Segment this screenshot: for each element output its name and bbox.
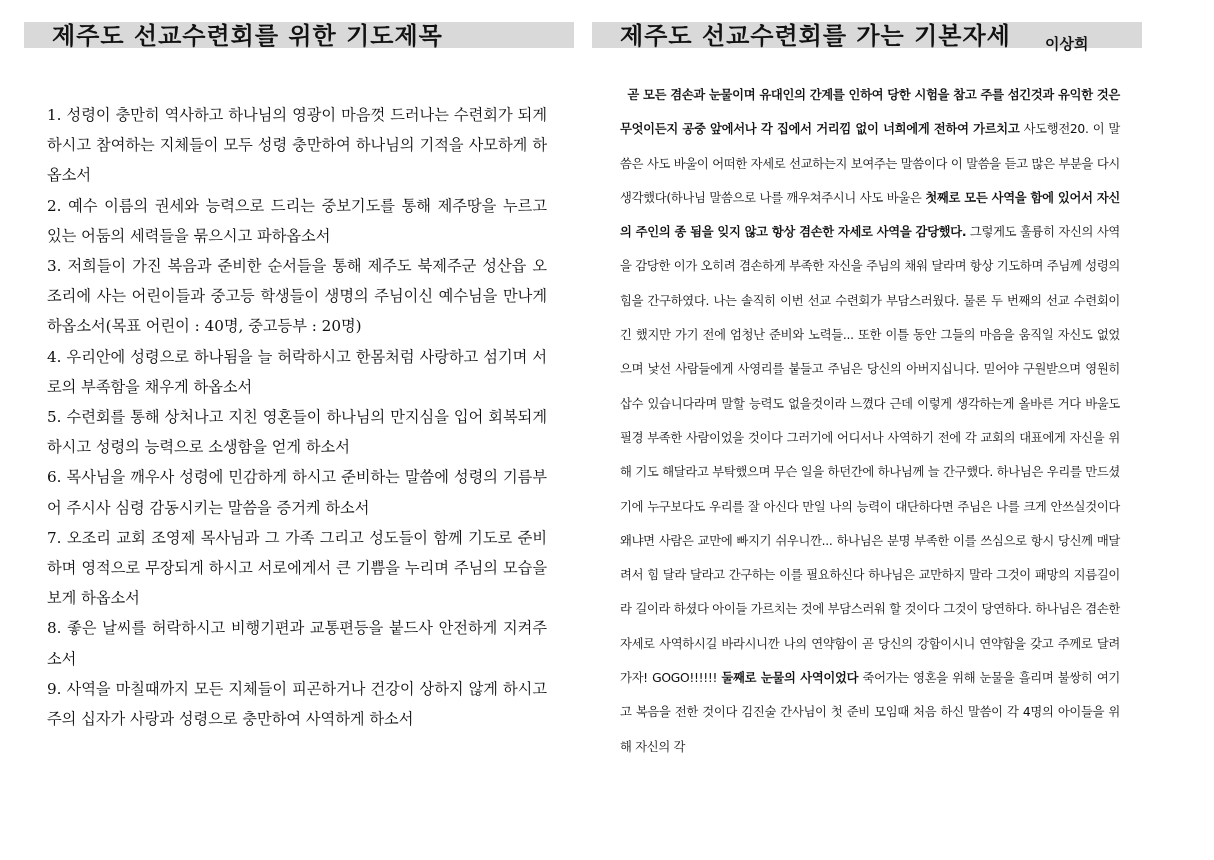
bible-quote: 곧 모든 겸손과 눈물이며 유대인의 간계를 인하여 당한 시험을 참고 주를 섬긴것과 유익한 것은 무엇이든지 공중 앞에서나 각 집에서 거리낌 없이 너희에게 전하여 가르치고 xyxy=(620,88,1121,137)
prayer-item: 6. 목사님을 깨우사 성령에 민감하게 하시고 준비하는 말씀에 성령의 기름부어 주시사 심령 감동시키는 말씀을 증거케 하소서 xyxy=(47,468,547,517)
essay-body xyxy=(620,78,1120,764)
right-page-title: 제주도 선교수련회를 가는 기본자세 xyxy=(620,22,1011,50)
essay-text: 그렇게도 훌륭히 자신의 사역을 감당한 이가 오히려 겸손하게 부족한 자신을 주님의 채워 달라며 항상 기도하며 주님께 성령의 힘을 간구하였다. 나는 솔직히 이번 선교 수련회가 부담스러웠다. 물론 두 번째의 선교 수련회이긴 했지만 가기 전에 엄청난 준비와 노력들... 또한 이틀 동안 그들의 마음을 움직일 자신도 없었으며 낯선 사람들에게 사영리를 붙들고 주님은 당신의 아버지십니다. 믿어야 구원받으며 영원히 삽수 있습니다라며 말할 능력도 없을것이라 느꼈다 근데 이렇게 생각하는게 올바른 거다 바울도 필경 부족한 사람이었을 것이다 그러기에 어디서나 사역하기 전에 각 교회의 대표에게 자신을 위해 기도 해달라고 부탁했으며 무슨 일을 하던간에 하나님께 늘 간구했다. 하나님은 우리를 만드셨기에 누구보다도 우리를 잘 아신다 만일 나의 능력이 대단하다면 주님은 나를 크게 안쓰실것이다 왜냐면 사람은 교만에 빠지기 쉬우니깐... 하나님은 분명 부족한 이를 쓰심으로 항시 당신께 매달려서 힘 달라 달라고 간구하는 이를 필요하신다 하나님은 교만하지 말라 그것이 패망의 지름길이라 길이라 하셨다 아이들 가르치는 것에 부담스러워 할 것이다 그것이 당연하다. 하나님은 겸손한 자세로 사역하시길 바라시니깐 나의 연약함이 곧 당신의 강함이시니 연약함을 갖고 주께로 달려가자! GOGO!!!!!! xyxy=(620,225,1120,686)
prayer-item: 2. 예수 이름의 권세와 능력으로 드리는 중보기도를 통해 제주땅을 누르고 있는 어둠의 세력들을 묶으시고 파하옵소서 xyxy=(47,196,547,245)
essay-paragraph xyxy=(620,78,1120,764)
author-name: 이상희 xyxy=(1045,35,1089,53)
essay-text: 죽어가는 영혼을 위해 눈물을 흘리며 불쌍히 여기고 복음을 전한 것이다 김진술 간사님이 첫 준비 모임때 처음 하신 말씀이 각 4명의 아이들을 위해 자신의 각 xyxy=(620,671,1120,754)
essay-text: 사도행전20. 이 말씀은 사도 바울이 어떠한 자세로 선교하는지 보여주는 말씀이다 이 말씀을 듣고 많은 부분을 다시 생각했다(하나님 말씀으로 나를 깨우쳐주시니 사도 바울은 xyxy=(620,122,1120,205)
prayer-item: 3. 저희들이 가진 복음과 준비한 순서들을 통해 제주도 북제주군 성산읍 오조리에 사는 어린이들과 중고등 학생들이 생명의 주님이신 예수님을 만나게 하옵소서(목표 어린이 : 40명, 중고등부 : 20명) xyxy=(47,257,547,336)
prayer-list xyxy=(47,100,547,734)
first-point: 첫째로 모든 사역을 함에 있어서 자신의 주인의 종 됨을 잊지 않고 항상 겸손한 자세로 사역을 감당했다. xyxy=(620,190,1121,240)
second-point: 둘째로 눈물의 사역이었다 xyxy=(721,671,859,686)
prayer-item: 8. 좋은 날씨를 허락하시고 비행기편과 교통편등을 붙드사 안전하게 지켜주소서 xyxy=(47,619,547,668)
left-page-title: 제주도 선교수련회를 위한 기도제목 xyxy=(52,22,443,50)
prayer-item: 9. 사역을 마칠때까지 모든 지체들이 피곤하거나 건강이 상하지 않게 하시고 주의 십자가 사랑과 성령으로 충만하여 사역하게 하소서 xyxy=(47,679,547,729)
prayer-item: 5. 수련회를 통해 상처나고 지친 영혼들이 하나님의 만지심을 입어 회복되게 하시고 성령의 능력으로 소생함을 얻게 하소서 xyxy=(47,408,547,457)
prayer-item: 1. 성령이 충만히 역사하고 하나님의 영광이 마음껏 드러나는 수련회가 되게 하시고 참여하는 지체들이 모두 성령 충만하여 하나님의 기적을 사모하게 하옵소서 xyxy=(47,106,547,185)
prayer-item: 4. 우리안에 성령으로 하나됨을 늘 허락하시고 한몸처럼 사랑하고 섬기며 서로의 부족함을 채우게 하옵소서 xyxy=(47,347,547,396)
prayer-item: 7. 오조리 교회 조영제 목사님과 그 가족 그리고 성도들이 함께 기도로 준비하며 영적으로 무장되게 하시고 서로에게서 큰 기쁨을 누리며 주님의 모습을 보게 하옵소서 xyxy=(47,528,547,608)
